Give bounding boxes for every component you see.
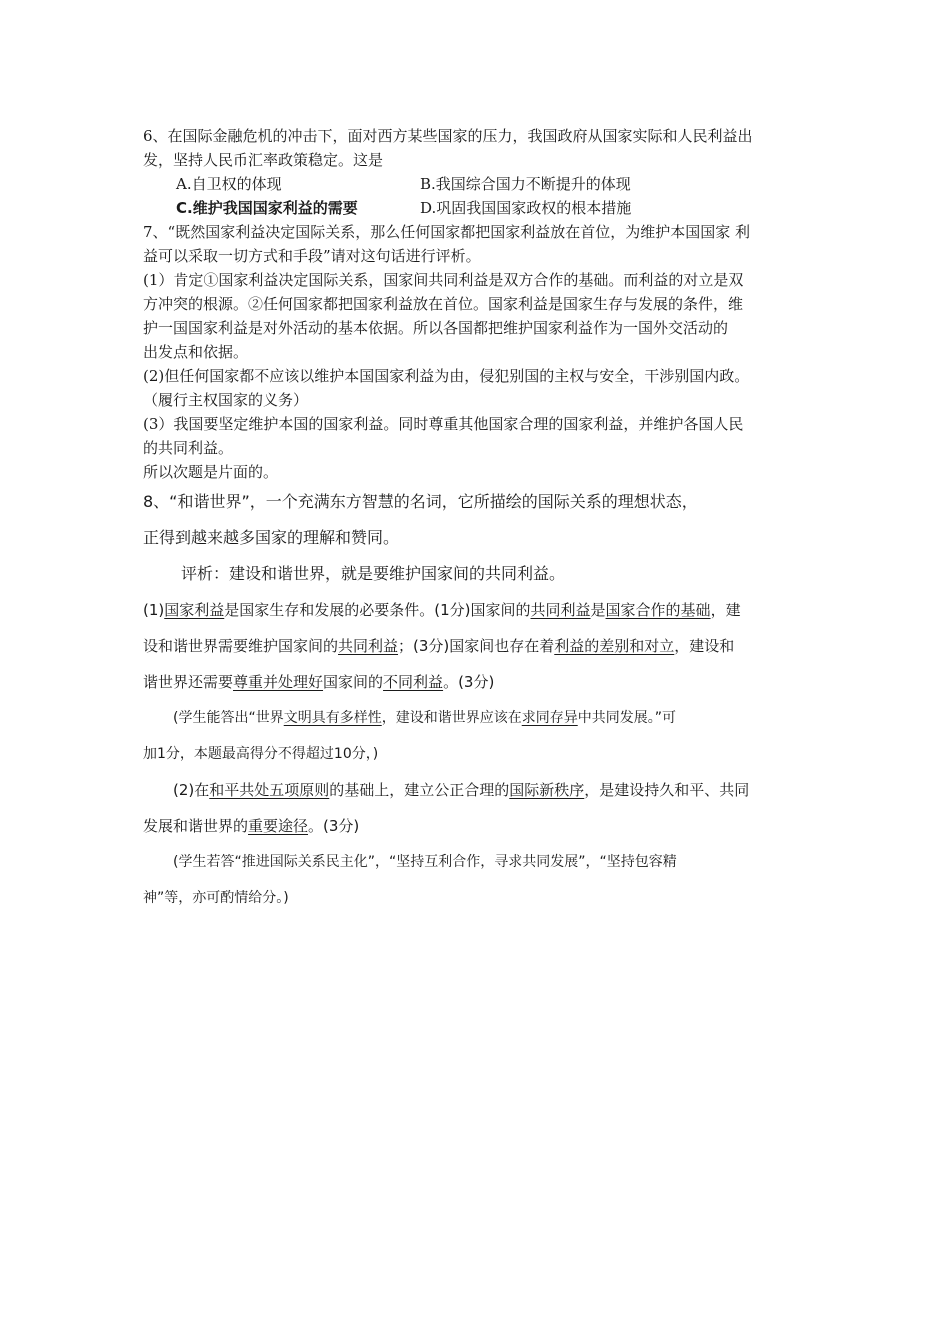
option-d: D.巩固我国国家政权的根本措施 [420, 199, 632, 217]
text-run: ；(3分)国家间也存在着 [398, 637, 555, 655]
scoring-note-2-line-2: 神”等，亦可酌情给分。) [143, 890, 289, 906]
answer-7-part-1-line-3: 护一国国家利益是对外活动的基本依据。所以各国都把维护国家利益作为一国外交活动的 [143, 319, 729, 337]
text-run: 是国家生存和发展的必要条件。(1分)国家间的 [224, 601, 531, 619]
underlined-term: 文明具有多样性 [283, 710, 382, 726]
text-run: ，是建设持久和平、共同 [584, 781, 750, 799]
analysis-heading: 评析：建设和谐世界，就是要维护国家间的共同利益。 [181, 564, 566, 583]
answer-7-part-3-line-2: 的共同利益。 [143, 439, 234, 457]
text-run: 设和谐世界需要维护国家间的 [143, 637, 339, 655]
question-8-text-line-2: 正得到越来越多国家的理解和赞同。 [143, 528, 400, 547]
option-b: B.我国综合国力不断提升的体现 [420, 175, 631, 193]
underlined-term: 和平共处五项原则 [209, 781, 330, 799]
answer-8-part-2-line-2 [143, 808, 808, 844]
answer-7-part-2-line-1: (2)但任何国家都不应该以维护本国国家利益为由，侵犯别国的主权与安全，干涉别国内政。 [143, 367, 750, 385]
underlined-term: 利益的差别和对立 [554, 637, 675, 655]
answer-7-part-3-line-1: (3）我国要坚定维护本国的国家利益。同时尊重其他国家合理的国家利益，并维护各国人民 [143, 415, 744, 433]
underlined-term: 不同利益 [383, 673, 444, 691]
underlined-term: 国家合作的基础 [605, 601, 711, 619]
text-run: 谐世界还需要 [143, 673, 234, 691]
scoring-note-2-line-1: (学生若答“推进国际关系民主化”，“坚持互利合作，寻求共同发展”，“坚持包容精 [173, 854, 677, 870]
answer-7-part-1-line-1: (1）肯定①国家利益决定国际关系，国家间共同利益是双方合作的基础。而利益的对立是双 [143, 271, 744, 289]
scoring-note-1-line-2: 加1分，本题最高得分不得超过10分，) [143, 746, 379, 762]
answer-8-part-1-line-2 [143, 628, 808, 664]
text-run: (1) [143, 601, 165, 619]
underlined-term: 共同利益 [338, 637, 399, 655]
text-run: 中共同发展。”可 [577, 710, 676, 726]
underlined-term: 重要途径 [248, 817, 309, 835]
text-run: 。(3分) [308, 817, 360, 835]
underlined-term: 国家利益 [164, 601, 225, 619]
underlined-term: 尊重并处理好 [233, 673, 324, 691]
document-content [143, 124, 808, 916]
answer-8-part-2-line-1 [143, 772, 808, 808]
question-7-text-line-1: 7、“既然国家利益决定国际关系，那么任何国家都把国家利益放在首位，为维护本国国家 利 [143, 223, 750, 241]
question-7 [143, 220, 808, 484]
question-8-text-line-1: 8、“和谐世界”，一个充满东方智慧的名词，它所描绘的国际关系的理想状态， [143, 492, 698, 511]
text-run: 的基础上，建立公正合理的 [329, 781, 510, 799]
answer-8-part-1-line-3 [143, 664, 808, 700]
question-6 [143, 124, 808, 220]
text-run: 国家间的 [323, 673, 384, 691]
underlined-term: 国际新秩序 [509, 781, 585, 799]
text-run: ，建设和谐世界应该在 [381, 710, 522, 726]
question-7-text-line-2: 益可以采取一切方式和手段”请对这句话进行评析。 [143, 247, 481, 265]
question-8 [143, 484, 808, 916]
options-row-2 [143, 196, 808, 220]
option-a: A.自卫权的体现 [176, 175, 282, 193]
answer-7-part-1-line-2: 方冲突的根源。②任何国家都把国家利益放在首位。国家利益是国家生存与发展的条件，维 [143, 295, 744, 313]
question-6-text-line-1: 6、在国际金融危机的冲击下，面对西方某些国家的压力，我国政府从国家实际和人民利益出 [143, 127, 753, 145]
underlined-term: 求同存异 [521, 710, 578, 726]
answer-7-conclusion: 所以次题是片面的。 [143, 463, 279, 481]
underlined-term: 共同利益 [530, 601, 591, 619]
answer-8-part-1-line-1 [143, 592, 808, 628]
text-run: (学生能答出“世界 [173, 710, 284, 726]
text-run: ，建设和 [674, 637, 735, 655]
text-run: 。(3分) [443, 673, 495, 691]
text-run: (2)在 [173, 781, 210, 799]
answer-7-part-2-line-2: （履行主权国家的义务） [143, 391, 309, 409]
text-run: ，建 [710, 601, 741, 619]
question-6-text-line-2: 发，坚持人民币汇率政策稳定。这是 [143, 151, 384, 169]
text-run: 是 [590, 601, 606, 619]
scoring-note-1-line-1 [143, 700, 808, 736]
options-row-1 [143, 172, 808, 196]
answer-7-part-1-line-4: 出发点和依据。 [143, 343, 249, 361]
option-c-answer: C.维护我国国家利益的需要 [176, 199, 358, 217]
text-run: 发展和谐世界的 [143, 817, 249, 835]
